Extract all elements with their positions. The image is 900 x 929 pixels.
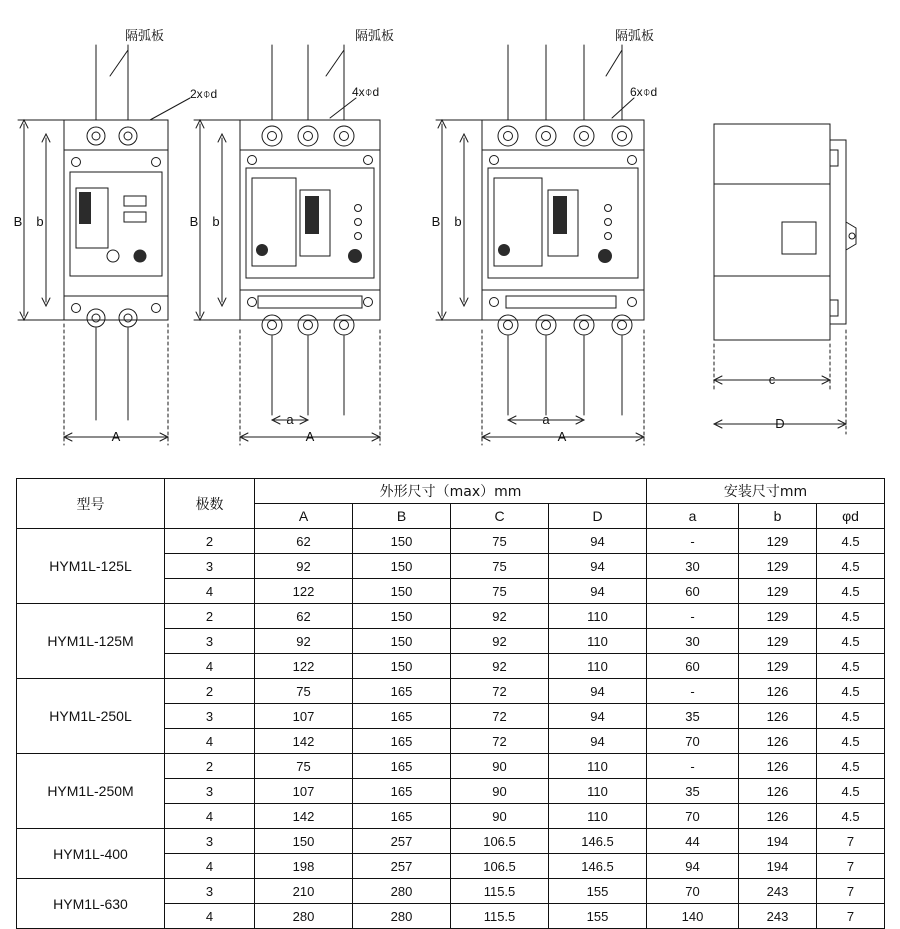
cell-C: 75 [451,554,549,579]
cell-C: 92 [451,604,549,629]
dim-label-a-2: a [286,412,294,427]
header-col-phid: φd [817,504,885,529]
cell-A: 210 [255,879,353,904]
cell-poles: 2 [165,679,255,704]
cell-C: 90 [451,754,549,779]
cell-B: 150 [353,554,451,579]
table-row [17,754,885,779]
cell-D: 94 [549,704,647,729]
cell-a: - [647,679,739,704]
cell-D: 94 [549,529,647,554]
cell-phid: 7 [817,829,885,854]
cell-A: 122 [255,579,353,604]
cell-model: HYM1L-125M [17,604,165,679]
cell-a: 60 [647,579,739,604]
cell-A: 280 [255,904,353,929]
cell-C: 115.5 [451,904,549,929]
cell-C: 72 [451,679,549,704]
cell-C: 92 [451,654,549,679]
cell-phid: 4.5 [817,554,885,579]
cell-C: 72 [451,704,549,729]
cell-D: 94 [549,554,647,579]
cell-D: 110 [549,754,647,779]
hole-callout-2x: 2x⌽d [190,86,218,101]
cell-B: 150 [353,604,451,629]
hole-callout-4x: 4x⌽d [352,84,380,99]
cell-b: 126 [739,804,817,829]
cell-C: 92 [451,629,549,654]
cell-C: 75 [451,529,549,554]
arc-plate-label-3: 隔弧板 [615,29,655,44]
cell-A: 107 [255,779,353,804]
cell-poles: 4 [165,904,255,929]
cell-phid: 4.5 [817,804,885,829]
header-col-A: A [255,504,353,529]
cell-C: 106.5 [451,829,549,854]
table-row [17,679,885,704]
cell-b: 243 [739,879,817,904]
cell-B: 150 [353,629,451,654]
cell-C: 75 [451,579,549,604]
cell-a: 35 [647,704,739,729]
table-row [17,529,885,554]
cell-phid: 4.5 [817,654,885,679]
cell-B: 165 [353,729,451,754]
cell-D: 110 [549,629,647,654]
dim-label-B-2: B [189,214,199,229]
cell-a: 60 [647,654,739,679]
cell-phid: 4.5 [817,704,885,729]
dim-label-b-3: b [454,214,462,229]
cell-B: 165 [353,704,451,729]
table-row [17,829,885,854]
cell-a: 94 [647,854,739,879]
cell-model: HYM1L-250L [17,679,165,754]
cell-C: 90 [451,804,549,829]
dim-label-D: D [775,416,785,431]
cell-poles: 3 [165,829,255,854]
cell-b: 129 [739,654,817,679]
header-col-B: B [353,504,451,529]
cell-A: 142 [255,804,353,829]
dim-label-B-3: B [431,214,441,229]
cell-B: 150 [353,529,451,554]
cell-a: 70 [647,879,739,904]
hole-callout-6x: 6x⌽d [630,84,658,99]
cell-A: 92 [255,629,353,654]
dim-label-b-1: b [36,214,44,229]
cell-B: 150 [353,579,451,604]
cell-poles: 3 [165,879,255,904]
cell-phid: 7 [817,904,885,929]
header-col-C: C [451,504,549,529]
cell-b: 243 [739,904,817,929]
cell-b: 126 [739,779,817,804]
cell-D: 94 [549,679,647,704]
cell-D: 146.5 [549,854,647,879]
cell-B: 165 [353,679,451,704]
cell-phid: 4.5 [817,579,885,604]
cell-B: 165 [353,804,451,829]
cell-poles: 3 [165,704,255,729]
cell-b: 126 [739,754,817,779]
header-col-D: D [549,504,647,529]
cell-C: 90 [451,779,549,804]
header-col-a: a [647,504,739,529]
header-poles: 极数 [165,479,255,529]
cell-phid: 4.5 [817,754,885,779]
cell-B: 257 [353,829,451,854]
cell-A: 150 [255,829,353,854]
dim-label-a-3: a [542,412,550,427]
dim-label-A-1: A [111,429,121,444]
cell-poles: 2 [165,754,255,779]
cell-A: 62 [255,529,353,554]
cell-C: 106.5 [451,854,549,879]
cell-B: 165 [353,779,451,804]
cell-D: 110 [549,654,647,679]
cell-phid: 7 [817,879,885,904]
cell-D: 94 [549,729,647,754]
header-outline-group: 外形尺寸（max）mm [255,479,647,504]
cell-model: HYM1L-125L [17,529,165,604]
cell-b: 194 [739,829,817,854]
table-head [17,479,885,529]
cell-b: 194 [739,854,817,879]
cell-a: - [647,529,739,554]
spec-table-container [16,478,884,929]
cell-b: 129 [739,629,817,654]
cell-A: 107 [255,704,353,729]
table-body [17,529,885,929]
cell-D: 146.5 [549,829,647,854]
cell-model: HYM1L-400 [17,829,165,879]
cell-phid: 4.5 [817,679,885,704]
cell-B: 280 [353,879,451,904]
cell-C: 115.5 [451,879,549,904]
arc-plate-label-1: 隔弧板 [125,29,165,44]
cell-a: 30 [647,554,739,579]
cell-b: 126 [739,729,817,754]
cell-B: 150 [353,654,451,679]
dim-label-A-3: A [557,429,567,444]
cell-D: 94 [549,579,647,604]
cell-b: 126 [739,704,817,729]
dim-label-A-2: A [305,429,315,444]
cell-a: 70 [647,729,739,754]
cell-a: - [647,604,739,629]
cell-poles: 2 [165,604,255,629]
cell-A: 62 [255,604,353,629]
cell-poles: 3 [165,629,255,654]
cell-a: 30 [647,629,739,654]
header-model: 型号 [17,479,165,529]
cell-model: HYM1L-250M [17,754,165,829]
cell-poles: 2 [165,529,255,554]
cell-A: 75 [255,679,353,704]
cell-a: 44 [647,829,739,854]
dim-label-c: c [768,372,776,387]
cell-b: 126 [739,679,817,704]
cell-B: 257 [353,854,451,879]
cell-phid: 4.5 [817,604,885,629]
table-row [17,604,885,629]
cell-D: 110 [549,804,647,829]
cell-A: 92 [255,554,353,579]
cell-phid: 7 [817,854,885,879]
table-row [17,879,885,904]
cell-C: 72 [451,729,549,754]
cell-b: 129 [739,579,817,604]
cell-B: 280 [353,904,451,929]
dim-label-b-2: b [212,214,220,229]
arc-plate-label-2: 隔弧板 [355,29,395,44]
cell-a: - [647,754,739,779]
cell-phid: 4.5 [817,729,885,754]
header-mounting-group: 安装尺寸mm [647,479,885,504]
cell-poles: 4 [165,654,255,679]
cell-A: 122 [255,654,353,679]
cell-poles: 4 [165,854,255,879]
cell-b: 129 [739,529,817,554]
cell-A: 75 [255,754,353,779]
cell-a: 70 [647,804,739,829]
header-col-b: b [739,504,817,529]
cell-D: 110 [549,779,647,804]
cell-b: 129 [739,604,817,629]
cell-D: 110 [549,604,647,629]
cell-b: 129 [739,554,817,579]
cell-phid: 4.5 [817,629,885,654]
cell-poles: 4 [165,804,255,829]
cell-D: 155 [549,904,647,929]
cell-poles: 4 [165,729,255,754]
cell-A: 198 [255,854,353,879]
cell-model: HYM1L-630 [17,879,165,929]
cell-poles: 3 [165,779,255,804]
cell-a: 35 [647,779,739,804]
cell-D: 155 [549,879,647,904]
dim-label-B-1: B [13,214,23,229]
cell-phid: 4.5 [817,779,885,804]
cell-A: 142 [255,729,353,754]
cell-phid: 4.5 [817,529,885,554]
cell-B: 165 [353,754,451,779]
cell-poles: 4 [165,579,255,604]
cell-poles: 3 [165,554,255,579]
spec-table [16,478,885,929]
cell-a: 140 [647,904,739,929]
